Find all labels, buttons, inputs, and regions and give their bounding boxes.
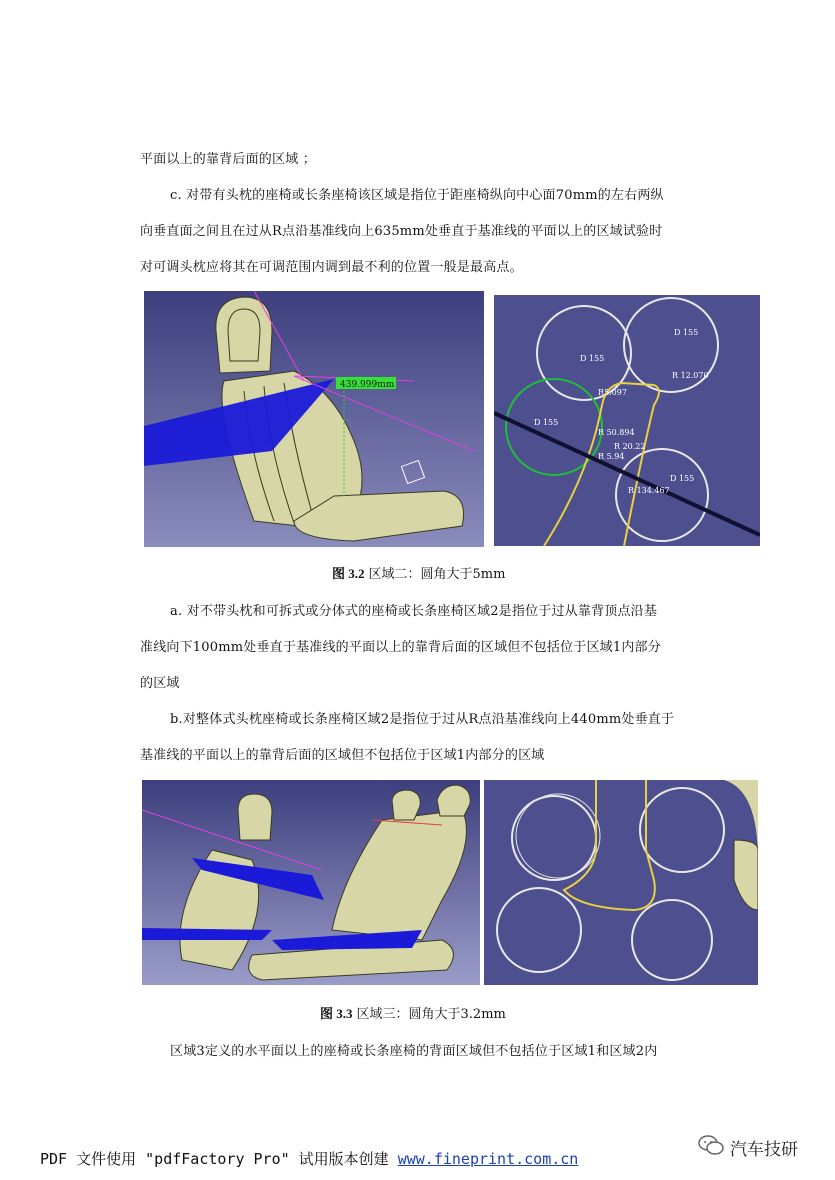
paragraph-line: 准线向下100mm处垂直于基准线的平面以上的靠背后面的区域但不包括位于区域1内部分 [140, 640, 661, 655]
brand-watermark [698, 1134, 798, 1161]
dim-label: D 155 [580, 354, 605, 363]
dim-label: R 134.467 [628, 486, 670, 495]
dim-label: R 5.94 [598, 452, 625, 461]
figure-caption-text: 区域二：圆角大于5mm [368, 567, 506, 582]
figure-caption [332, 563, 505, 582]
figure-3-2-seat-view [144, 291, 484, 547]
dim-label: D 155 [670, 474, 695, 483]
figure-3-2-radius-view [494, 295, 760, 546]
dim-label: R 20.22 [614, 442, 646, 451]
figure-caption [320, 1003, 506, 1022]
brand-name: 汽车技研 [730, 1140, 798, 1160]
wechat-icon [698, 1134, 724, 1161]
paragraph-line: b.对整体式头枕座椅或长条座椅区域2是指位于过从R点沿基准线向上440mm处垂直于 [170, 712, 675, 727]
figure-3-3-radius-view [484, 780, 758, 985]
pdf-footer [40, 1148, 578, 1169]
dim-label: D 155 [534, 418, 559, 427]
footer-text: PDF 文件使用 "pdfFactory Pro" 试用版本创建 [40, 1150, 398, 1168]
dim-label: D 155 [674, 328, 699, 337]
paragraph-line: 对可调头枕应将其在可调范围内调到最不利的位置一般是最高点。 [140, 260, 523, 275]
paragraph-line: 向垂直面之间且在过从R点沿基准线向上635mm处垂直于基准线的平面以上的区域试验时 [140, 224, 663, 239]
dim-label: R5.097 [598, 388, 627, 397]
measure-label: 439.999mm [340, 380, 395, 390]
figure-number: 图 3.3 [320, 1006, 353, 1021]
dim-label: R 12.070 [672, 371, 709, 380]
paragraph-line: 平面以上的靠背后面的区域 ； [140, 152, 316, 167]
figure-number: 图 3.2 [332, 566, 365, 581]
paragraph-line: 区域3定义的水平面以上的座椅或长条座椅的背面区域但不包括位于区域1和区域2内 [170, 1044, 658, 1059]
figure-3-3-seat-view [142, 780, 480, 985]
paragraph-line: c. 对带有头枕的座椅或长条座椅该区域是指位于距座椅纵向中心面70mm的左右两纵 [170, 188, 664, 203]
dim-label: R 50.894 [598, 428, 635, 437]
footer-link[interactable]: www.fineprint.com.cn [397, 1150, 579, 1168]
paragraph-line: 基准线的平面以上的靠背后面的区域但不包括位于区域1内部分的区域 [140, 748, 545, 763]
figure-caption-text: 区域三：圆角大于3.2mm [356, 1007, 506, 1022]
paragraph-line: 的区域 [140, 676, 180, 691]
paragraph-line: a. 对不带头枕和可拆式或分体式的座椅或长条座椅区域2是指位于过从靠背顶点沿基 [170, 604, 658, 619]
